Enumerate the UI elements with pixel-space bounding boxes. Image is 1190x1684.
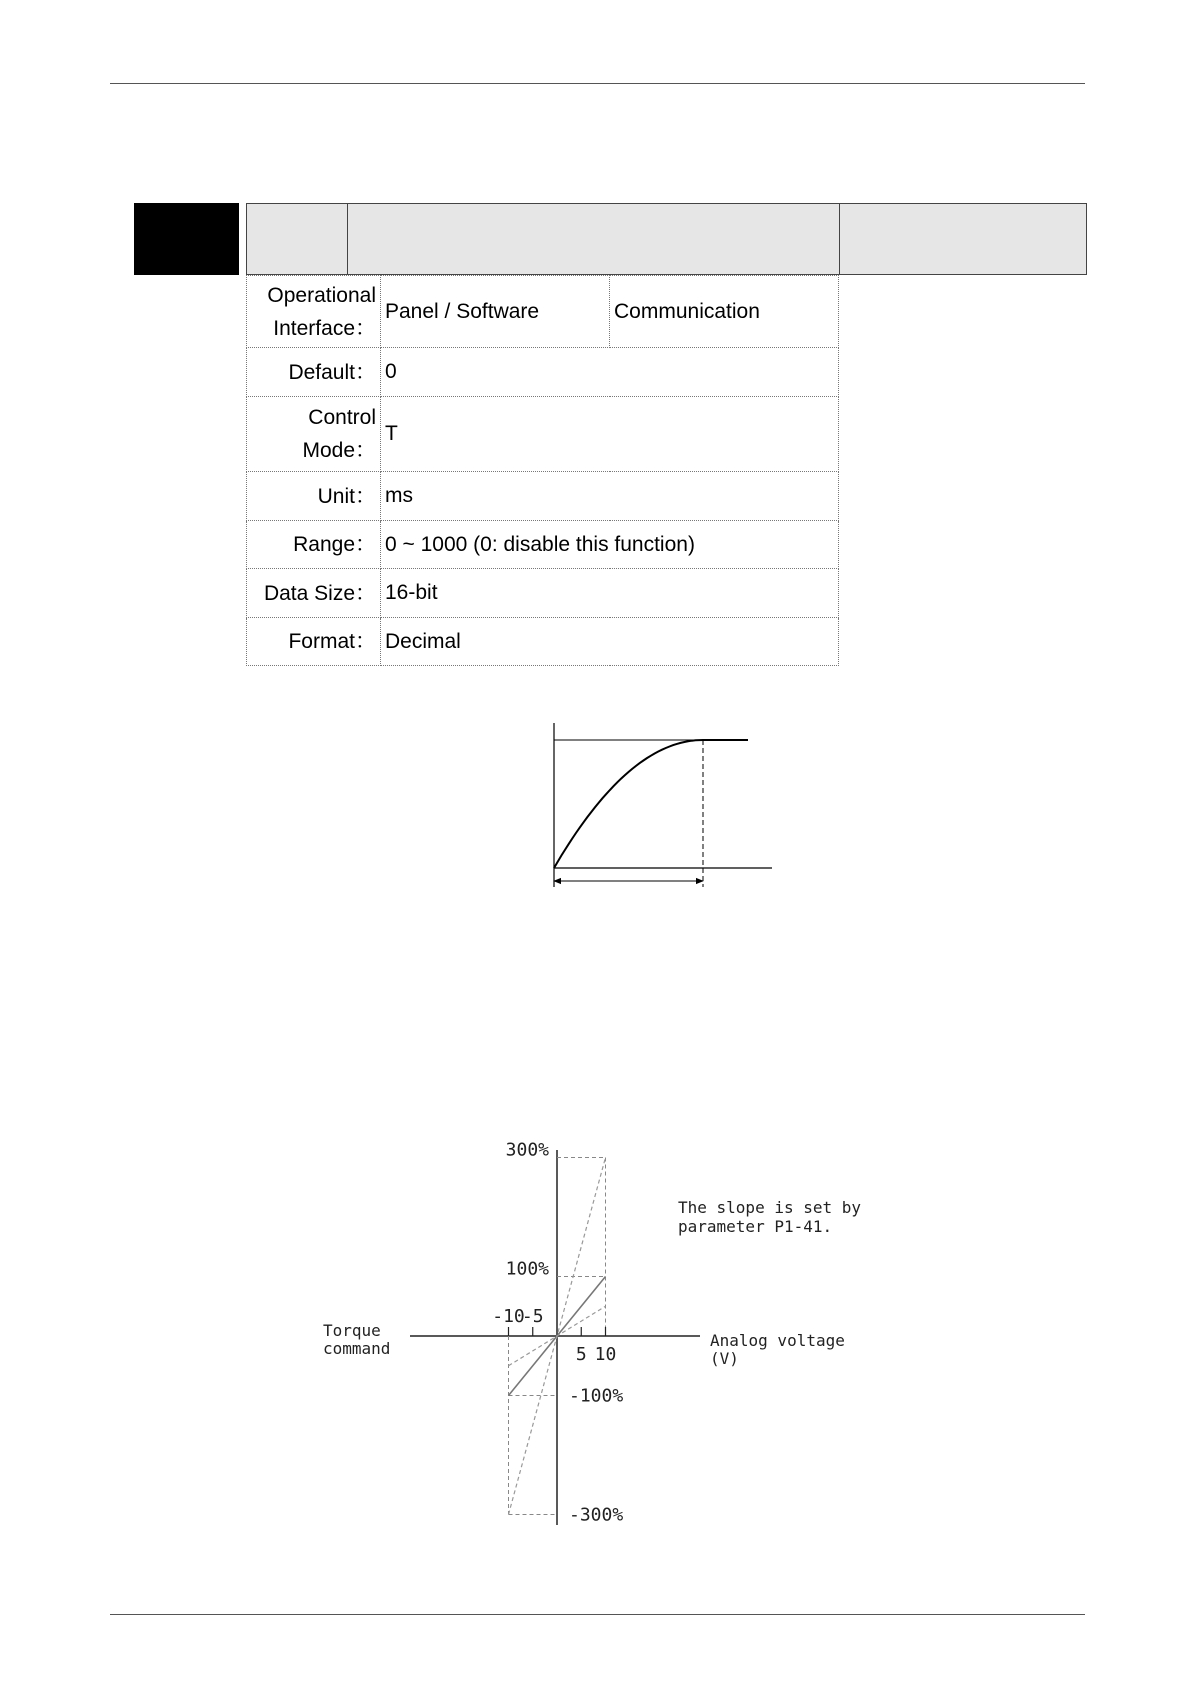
torque-chart-xlabel-line2: (V) xyxy=(710,1349,739,1368)
interface-panel-value: Panel / Software xyxy=(381,276,610,348)
table-row xyxy=(247,397,839,472)
range-label: Range： xyxy=(247,521,381,569)
y-tick-label: -300% xyxy=(569,1504,624,1526)
control-mode-label: Control Mode： xyxy=(247,397,381,472)
interface-comm-value: Communication xyxy=(610,276,839,348)
table-row xyxy=(247,348,839,397)
table-row xyxy=(247,521,839,569)
parameter-header-cell-3 xyxy=(839,203,1087,275)
range-value: 0 ~ 1000 (0: disable this function) xyxy=(381,521,839,569)
filter-response-chart xyxy=(540,715,780,900)
interface-label: Operational Interface： xyxy=(247,276,381,348)
table-row xyxy=(247,276,839,348)
x-tick-label: 5 xyxy=(575,1344,587,1365)
curve-series-line xyxy=(554,740,748,868)
x-tick-label: -5 xyxy=(521,1306,544,1327)
default-label: Default： xyxy=(247,348,381,397)
data-size-value: 16-bit xyxy=(381,569,839,618)
header-rule xyxy=(110,83,1085,84)
table-row xyxy=(247,472,839,521)
torque-chart-xlabel-line1: Analog voltage xyxy=(710,1331,845,1350)
unit-value: ms xyxy=(381,472,839,521)
x-tick-label: 10 xyxy=(594,1344,617,1365)
y-tick-label: -100% xyxy=(569,1385,624,1407)
control-mode-value: T xyxy=(381,397,839,472)
torque-command-chart xyxy=(315,1140,885,1535)
y-tick-label: 100% xyxy=(505,1258,549,1280)
y-tick-label: 300% xyxy=(505,1140,549,1161)
torque-chart-annotation-line2: parameter P1-41. xyxy=(678,1217,833,1236)
data-size-label: Data Size： xyxy=(247,569,381,618)
unit-label: Unit： xyxy=(247,472,381,521)
format-label: Format： xyxy=(247,618,381,666)
torque-chart-ylabel-line2: command xyxy=(323,1339,391,1358)
parameter-header-cell-1 xyxy=(246,203,348,275)
parameter-header-cell-2 xyxy=(347,203,840,275)
default-value: 0 xyxy=(381,348,839,397)
torque-chart-ylabel-line1: Torque xyxy=(323,1321,381,1340)
footer-rule xyxy=(110,1614,1085,1615)
parameter-code-block xyxy=(134,203,239,275)
table-row xyxy=(247,618,839,666)
table-row xyxy=(247,569,839,618)
parameter-table xyxy=(246,275,839,666)
torque-chart-annotation-line1: The slope is set by xyxy=(678,1198,862,1217)
x-tick-label: -10 xyxy=(492,1306,525,1327)
format-value: Decimal xyxy=(381,618,839,666)
